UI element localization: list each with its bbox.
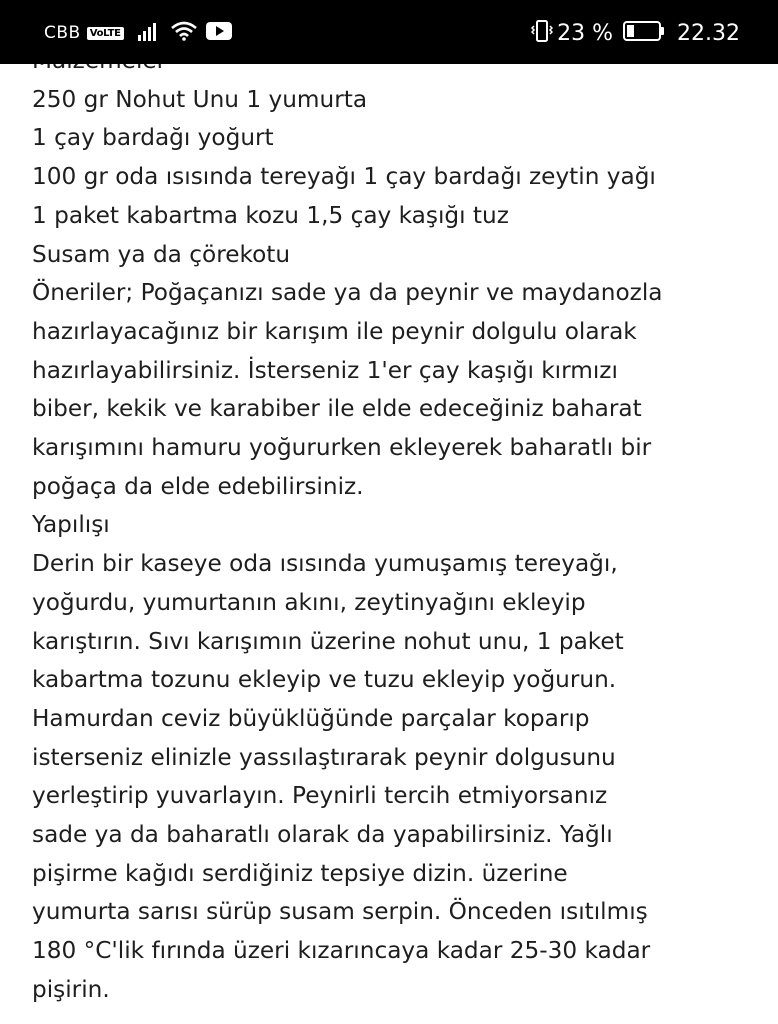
volte-badge: VoLTE bbox=[87, 27, 124, 40]
text-line: pişirin. bbox=[32, 975, 110, 1003]
text-line: hazırlayacağınız bir karışım ile peynir dolgulu olarak bbox=[32, 317, 637, 345]
clock: 22.32 bbox=[677, 20, 740, 46]
status-bar-right bbox=[531, 18, 740, 48]
text-line: karıştırın. Sıvı karışımın üzerine nohut unu, 1 paket bbox=[32, 627, 624, 655]
text-line: poğaça da elde edebilirsiniz. bbox=[32, 472, 364, 500]
text-line: 250 gr Nohut Unu 1 yumurta bbox=[32, 85, 368, 113]
text-line: Derin bir kaseye oda ısısında yumuşamış tereyağı, bbox=[32, 550, 618, 578]
text-line: Yapılışı bbox=[32, 511, 110, 539]
text-line: Öneriler; Poğaçanızı sade ya da peynir ve maydanozla bbox=[32, 279, 663, 307]
battery-percentage: 23 % bbox=[557, 20, 614, 46]
recipe-text bbox=[32, 42, 762, 1010]
battery-icon bbox=[623, 20, 665, 46]
text-line: Susam ya da çörekotu bbox=[32, 240, 291, 268]
text-line: yoğurdu, yumurtanın akını, zeytinyağını ekleyip bbox=[32, 588, 586, 616]
vibrate-icon bbox=[531, 19, 553, 47]
text-line: biber, kekik ve karabiber ile elde edeceğiniz baharat bbox=[32, 395, 642, 423]
text-line: 1 çay bardağı yoğurt bbox=[32, 124, 274, 152]
text-line: 180 °C'lik fırında üzeri kızarıncaya kadar 25-30 kadar bbox=[32, 937, 651, 965]
signal-bars-icon bbox=[138, 21, 162, 45]
carrier-name: CBB bbox=[44, 23, 81, 43]
battery-fill bbox=[627, 25, 634, 37]
status-bar bbox=[0, 0, 778, 64]
text-line: yumurta sarısı sürüp susam serpin. Önceden ısıtılmış bbox=[32, 898, 648, 926]
youtube-notification-icon bbox=[206, 21, 232, 45]
text-line: karışımını hamuru yoğururken ekleyerek baharatlı bir bbox=[32, 434, 652, 462]
status-bar-left bbox=[44, 18, 240, 48]
text-line: isterseniz elinizle yassılaştırarak peynir dolgusunu bbox=[32, 743, 616, 771]
text-line: kabartma tozunu ekleyip ve tuzu ekleyip yoğurun. bbox=[32, 666, 617, 694]
text-line: sade ya da baharatlı olarak da yapabilirsiniz. Yağlı bbox=[32, 821, 613, 849]
text-line: hazırlayabilirsiniz. İsterseniz 1'er çay kaşığı kırmızı bbox=[32, 356, 618, 384]
text-line: 1 paket kabartma kozu 1,5 çay kaşığı tuz bbox=[32, 201, 509, 229]
text-line: Hamurdan ceviz büyüklüğünde parçalar koparıp bbox=[32, 704, 590, 732]
text-line: yerleştirip yuvarlayın. Peynirli tercih etmiyorsanız bbox=[32, 782, 608, 810]
text-line: 100 gr oda ısısında tereyağı 1 çay bardağı zeytin yağı bbox=[32, 163, 656, 191]
text-line: pişirme kağıdı serdiğiniz tepsiye dizin. üzerine bbox=[32, 859, 568, 887]
wifi-icon bbox=[170, 21, 198, 45]
